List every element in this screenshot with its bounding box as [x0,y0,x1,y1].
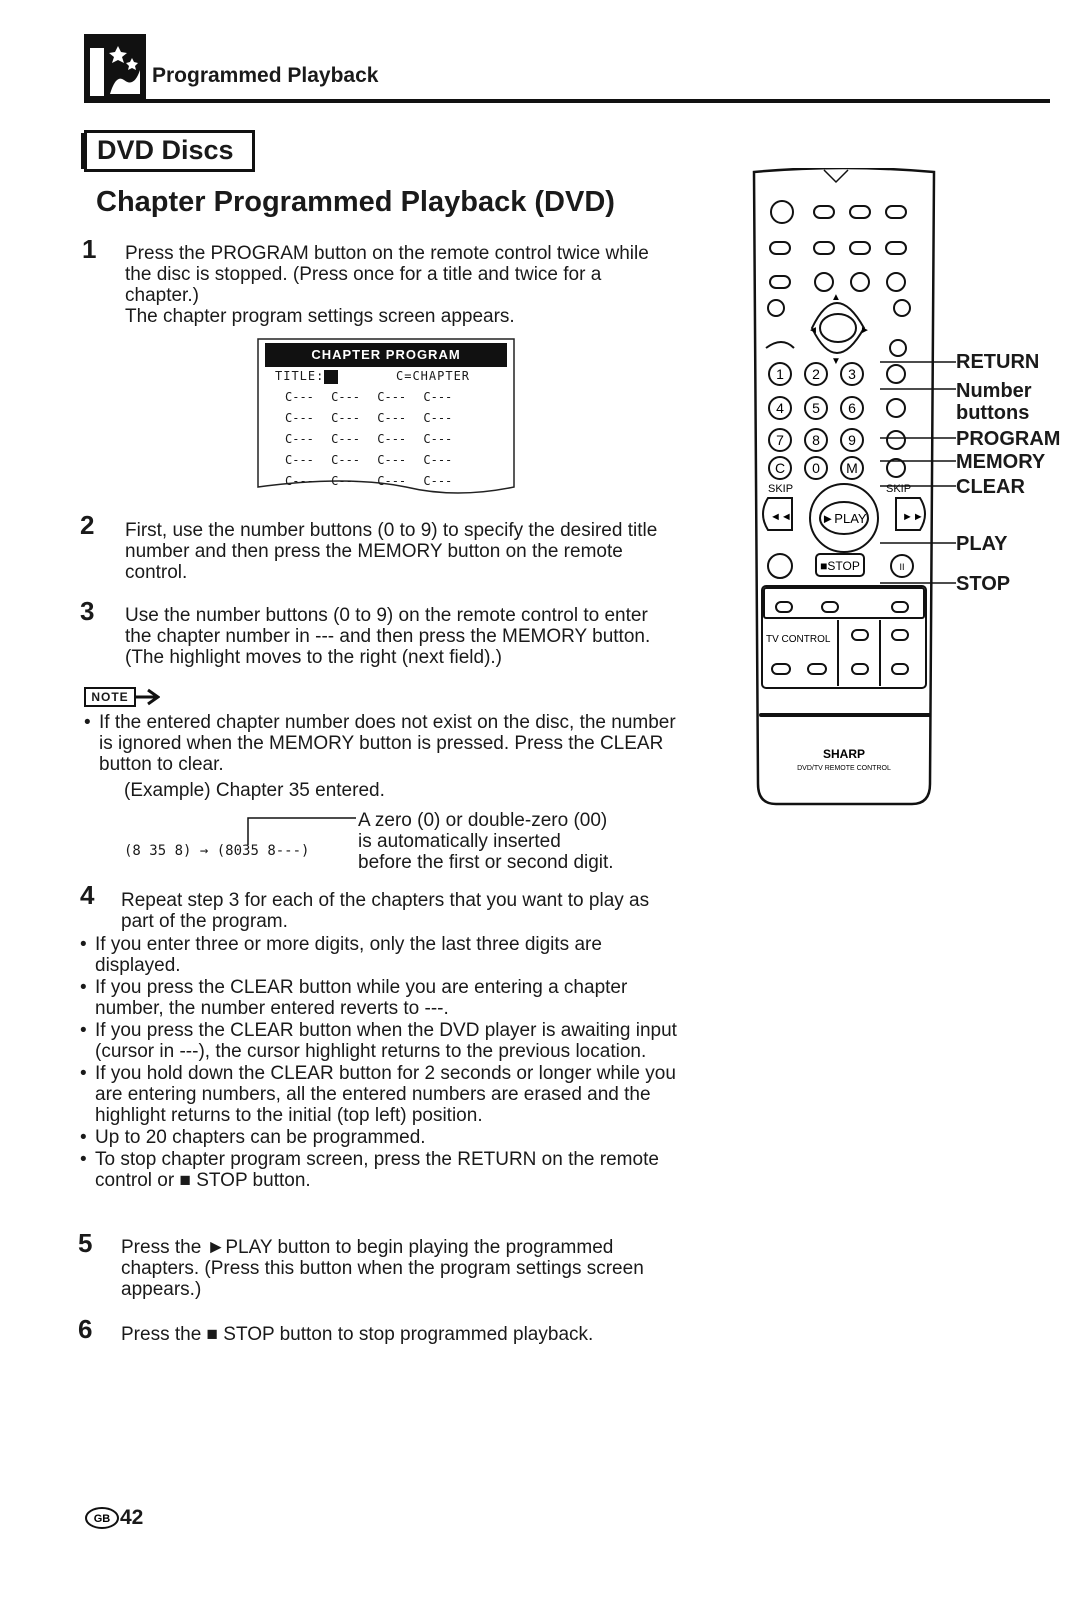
svg-text:SHARP: SHARP [822,747,866,761]
label-memory: MEMORY [956,451,1046,473]
svg-text:2: 2 [812,366,820,382]
section-title: DVD Discs [84,130,255,172]
page-heading: Chapter Programmed Playback (DVD) [96,186,615,218]
svg-text:GB: GB [93,1513,111,1526]
svg-text:SKIP: SKIP [886,483,912,495]
svg-text:►►: ►► [902,511,924,523]
step-5-number: 5 [78,1228,93,1258]
screen-title-field: TITLE: [275,369,338,384]
label-number-buttons: Number buttons [956,380,1032,424]
svg-text:7: 7 [776,432,784,448]
step-3-text: Use the number buttons (0 to 9) on the remote control to enter the chapter number in --- and then press the MEMORY button. (The highlight moves to the right (next field).) [125,605,651,668]
bullet-item: • If you enter three or more digits, only the last three digits are displayed. [80,934,680,976]
section-icon [84,34,146,100]
step-1-number: 1 [82,234,97,264]
svg-text:SKIP: SKIP [768,483,794,495]
chapter-row: C--- C--- C--- C--- [285,474,453,488]
svg-text:◄◄: ◄◄ [770,511,792,523]
svg-text:▼: ▼ [831,356,841,367]
svg-text:C: C [774,460,786,476]
screen-title-bar: CHAPTER PROGRAM [265,343,507,367]
svg-text:9: 9 [848,432,856,448]
step-6-text: Press the ■ STOP button to stop programmed playback. [121,1324,594,1345]
chapter-row: C--- C--- C--- C--- [285,453,453,467]
svg-text:M: M [846,460,858,476]
svg-text:II: II [899,562,905,572]
step-6-number: 6 [78,1314,93,1344]
label-stop: STOP [956,573,1011,595]
step-5-text: Press the ►PLAY button to begin playing the programmed chapters. (Press this button when the program settings screen appears.) [121,1237,644,1300]
bullet-item: • To stop chapter program screen, press the RETURN on the remote control or ■ STOP button. [80,1149,680,1191]
screen-legend: C=CHAPTER [396,369,471,383]
note-arrow-icon [134,687,160,707]
gb-badge-icon [84,1506,120,1530]
chapter-grid [285,387,452,492]
chapter-row: C--- C--- C--- C--- [285,432,453,446]
example-display: (8 35 8) → (8035 8---) [124,843,310,859]
step-2-number: 2 [80,510,95,540]
header-rule [84,99,1050,103]
page-header-title: Programmed Playback [152,64,379,87]
chapter-program-screen [256,337,518,495]
note-list [84,712,684,776]
bullet-item: • If you press the CLEAR button when the DVD player is awaiting input (cursor in ---), the cursor highlight returns to the previous location. [80,1020,680,1062]
svg-text:3: 3 [848,366,856,382]
svg-text:◄: ◄ [808,325,818,336]
label-program: PROGRAM [956,428,1061,450]
step-3-number: 3 [80,596,95,626]
svg-text:1: 1 [776,366,784,382]
svg-text:■STOP: ■STOP [820,559,860,573]
bullet-item: • If you hold down the CLEAR button for 2 seconds or longer while you are entering numbers, all the entered numbers are erased and the highlight returns to the initial (top left) position. [80,1063,680,1126]
label-play: PLAY [956,533,1008,555]
svg-text:►PLAY: ►PLAY [821,511,867,526]
callout-lines [880,355,960,595]
step-4-bullets [80,934,680,1192]
svg-text:4: 4 [776,400,784,416]
tv-control-text: TV CONTROL [766,634,831,645]
note-tag: NOTE [84,687,136,707]
example-caption: (Example) Chapter 35 entered. [124,780,385,801]
example-explanation: A zero (0) or double-zero (00) is automatically inserted before the first or second digit. [358,810,614,873]
step-4-text: Repeat step 3 for each of the chapters that you want to play as part of the program. [121,890,650,932]
page-number: GB 42 [84,1506,143,1530]
label-clear: CLEAR [956,476,1025,498]
chapter-row: C--- C--- C--- C--- [285,411,453,425]
bullet-item: • Up to 20 chapters can be programmed. [80,1127,680,1148]
svg-text:0: 0 [812,460,820,476]
svg-text:▲: ▲ [831,292,841,303]
svg-text:8: 8 [812,432,820,448]
step-1-text: Press the PROGRAM button on the remote control twice while the disc is stopped. (Press once for a title and twice for a chapter.) The chapter program settings screen appears. [125,243,649,327]
chapter-row: C--- C--- C--- C--- [285,390,453,404]
step-2-text: First, use the number buttons (0 to 9) to specify the desired title number and then press the MEMORY button on the remote control. [125,520,658,583]
step-4-number: 4 [80,880,95,910]
svg-text:6: 6 [848,400,856,416]
note-item: • If the entered chapter number does not exist on the disc, the number is ignored when the MEMORY button is pressed. Press the CLEAR button to clear. [84,712,684,775]
bullet-item: • If you press the CLEAR button while you are entering a chapter number, the number entered reverts to ---. [80,977,680,1019]
label-return: RETURN [956,351,1040,373]
svg-text:5: 5 [812,400,820,416]
svg-text:DVD/TV REMOTE CONTROL: DVD/TV REMOTE CONTROL [797,765,891,772]
svg-text:►: ► [860,325,870,336]
